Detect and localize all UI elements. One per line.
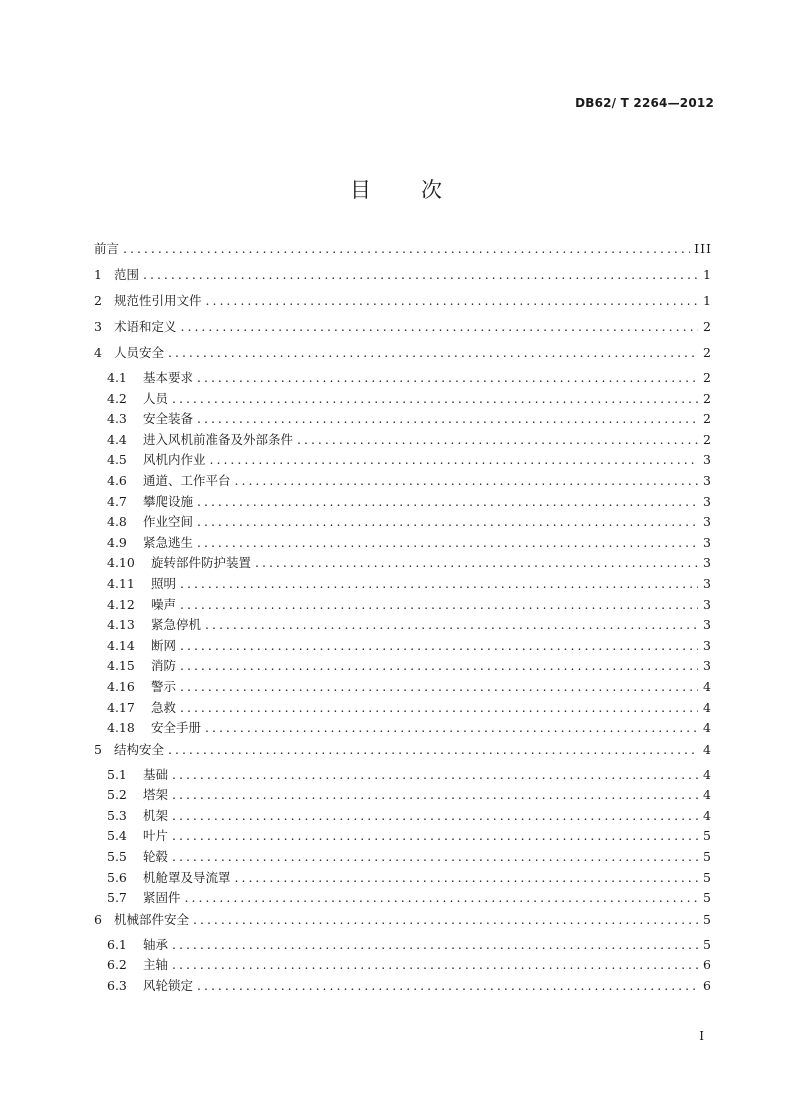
toc-entry-number: 4.1 bbox=[107, 370, 127, 385]
dot-leader bbox=[172, 935, 698, 956]
dot-leader bbox=[123, 238, 690, 260]
document-code: DB62/ T 2264—2012 bbox=[575, 96, 714, 110]
toc-entry-label: 紧急逃生 bbox=[143, 534, 194, 550]
page-number: I bbox=[699, 1029, 704, 1043]
toc-entry-page: 2 bbox=[703, 411, 712, 427]
toc-entry-page: 2 bbox=[703, 319, 712, 334]
toc-entry-number: 5.6 bbox=[107, 869, 127, 885]
toc-entry-label: 消防 bbox=[151, 658, 177, 674]
toc-entry-page: 2 bbox=[703, 431, 712, 447]
toc-entry[interactable] bbox=[94, 553, 712, 574]
toc-entry[interactable] bbox=[94, 935, 712, 956]
toc-entry-number: 4.7 bbox=[107, 493, 127, 509]
toc-entry-page: 4 bbox=[703, 678, 712, 694]
toc-entry-label: 紧固件 bbox=[143, 890, 181, 906]
toc-entry[interactable] bbox=[94, 955, 712, 976]
toc-entry-page: 3 bbox=[703, 472, 712, 488]
toc-entry-label: 紧急停机 bbox=[151, 617, 202, 633]
toc-entry-page: 3 bbox=[703, 534, 712, 550]
toc-entry-page: 5 bbox=[703, 849, 712, 865]
toc-entry[interactable] bbox=[94, 739, 712, 765]
toc-entry-number: 4.8 bbox=[107, 514, 127, 530]
page-title: 目次 bbox=[350, 178, 492, 202]
toc-entry-number: 6.2 bbox=[107, 957, 127, 973]
toc-entry-page: 5 bbox=[703, 936, 712, 952]
toc-entry-label: 术语和定义 bbox=[114, 319, 177, 334]
toc-entry-page: 3 bbox=[703, 575, 712, 591]
toc-entry-number: 4.10 bbox=[107, 555, 135, 571]
toc-entry-number: 5.4 bbox=[107, 828, 127, 844]
toc-entry-number: 4.4 bbox=[107, 431, 127, 447]
dot-leader bbox=[235, 868, 698, 889]
toc-entry-number: 5.3 bbox=[107, 807, 127, 823]
toc-entry-number: 4.6 bbox=[107, 472, 127, 488]
toc-entry[interactable] bbox=[94, 316, 712, 342]
toc-entry-page: 4 bbox=[703, 699, 712, 715]
toc-entry[interactable] bbox=[94, 238, 712, 264]
dot-leader bbox=[172, 806, 698, 827]
dot-leader bbox=[197, 409, 698, 430]
dot-leader bbox=[180, 636, 698, 657]
dot-leader bbox=[180, 656, 698, 677]
toc-entry[interactable] bbox=[94, 909, 712, 935]
toc-entry[interactable] bbox=[94, 698, 712, 719]
dot-leader bbox=[172, 955, 698, 976]
dot-leader bbox=[180, 677, 698, 698]
toc-entry-number: 3 bbox=[94, 319, 102, 334]
toc-entry[interactable] bbox=[94, 430, 712, 451]
dot-leader bbox=[197, 976, 698, 997]
table-of-contents bbox=[94, 238, 712, 997]
toc-entry[interactable] bbox=[94, 826, 712, 847]
toc-entry-label: 噪声 bbox=[151, 596, 177, 612]
toc-entry-page: 3 bbox=[703, 555, 712, 571]
toc-entry[interactable] bbox=[94, 574, 712, 595]
toc-entry-page: 4 bbox=[703, 787, 712, 803]
dot-leader bbox=[172, 785, 698, 806]
dot-leader bbox=[205, 615, 698, 636]
toc-entry-number: 4.9 bbox=[107, 534, 127, 550]
toc-entry-label: 人员安全 bbox=[114, 345, 165, 360]
toc-entry-label: 攀爬设施 bbox=[143, 493, 194, 509]
toc-entry[interactable] bbox=[94, 533, 712, 554]
dot-leader bbox=[172, 847, 698, 868]
toc-entry-label: 警示 bbox=[151, 678, 177, 694]
toc-entry-number: 4.3 bbox=[107, 411, 127, 427]
toc-entry-label: 安全装备 bbox=[143, 411, 194, 427]
toc-entry-page: 3 bbox=[703, 617, 712, 633]
toc-entry-label: 机舱罩及导流罩 bbox=[143, 869, 231, 885]
toc-entry-label: 叶片 bbox=[143, 828, 169, 844]
toc-entry-number: 2 bbox=[94, 293, 102, 308]
toc-entry-number: 5.7 bbox=[107, 890, 127, 906]
toc-entry-number: 4.5 bbox=[107, 452, 127, 468]
toc-entry[interactable] bbox=[94, 976, 712, 997]
toc-entry-number: 4.18 bbox=[107, 720, 135, 736]
toc-entry[interactable] bbox=[94, 389, 712, 410]
toc-entry[interactable] bbox=[94, 450, 712, 471]
dot-leader bbox=[197, 368, 698, 389]
toc-entry-page: 3 bbox=[703, 658, 712, 674]
toc-entry-label: 人员 bbox=[143, 390, 169, 406]
dot-leader bbox=[205, 718, 698, 739]
dot-leader bbox=[235, 471, 698, 492]
toc-entry-number: 4.13 bbox=[107, 617, 135, 633]
toc-entry-number: 5.5 bbox=[107, 849, 127, 865]
dot-leader bbox=[168, 342, 698, 364]
toc-entry-number: 5.1 bbox=[107, 766, 127, 782]
toc-entry[interactable] bbox=[94, 636, 712, 657]
toc-entry-label: 进入风机前准备及外部条件 bbox=[143, 431, 294, 447]
toc-entry[interactable] bbox=[94, 868, 712, 889]
toc-entry-number: 4.11 bbox=[107, 575, 135, 591]
toc-entry-label: 基本要求 bbox=[143, 370, 194, 385]
toc-entry[interactable] bbox=[94, 471, 712, 492]
toc-entry[interactable] bbox=[94, 656, 712, 677]
toc-entry-label: 前言 bbox=[94, 241, 120, 256]
dot-leader bbox=[197, 512, 698, 533]
toc-entry-label: 范围 bbox=[114, 267, 140, 282]
toc-entry-page: 3 bbox=[703, 493, 712, 509]
toc-entry-label: 规范性引用文件 bbox=[114, 293, 202, 308]
dot-leader bbox=[181, 316, 698, 338]
toc-entry-number: 4.14 bbox=[107, 637, 135, 653]
toc-entry[interactable] bbox=[94, 512, 712, 533]
toc-entry-label: 旋转部件防护装置 bbox=[151, 555, 252, 571]
toc-entry-label: 塔架 bbox=[143, 787, 169, 803]
dot-leader bbox=[255, 553, 698, 574]
dot-leader bbox=[206, 290, 698, 312]
toc-entry-number: 6 bbox=[94, 911, 102, 927]
dot-leader bbox=[168, 739, 698, 761]
toc-entry-label: 基础 bbox=[143, 766, 169, 782]
toc-entry-page: III bbox=[694, 241, 712, 256]
toc-entry-page: 2 bbox=[703, 390, 712, 406]
toc-entry-label: 作业空间 bbox=[143, 514, 194, 530]
toc-entry-number: 4.16 bbox=[107, 678, 135, 694]
toc-entry[interactable] bbox=[94, 888, 712, 909]
toc-entry-label: 急救 bbox=[151, 699, 177, 715]
toc-entry[interactable] bbox=[94, 785, 712, 806]
toc-entry-page: 2 bbox=[703, 345, 712, 360]
toc-entry-page: 6 bbox=[703, 957, 712, 973]
dot-leader bbox=[180, 698, 698, 719]
toc-entry-number: 1 bbox=[94, 267, 102, 282]
toc-entry[interactable] bbox=[94, 290, 712, 316]
toc-entry[interactable] bbox=[94, 806, 712, 827]
toc-entry-page: 4 bbox=[703, 766, 712, 782]
toc-entry-label: 机架 bbox=[143, 807, 169, 823]
toc-entry[interactable] bbox=[94, 492, 712, 513]
toc-entry-number: 6.1 bbox=[107, 936, 127, 952]
toc-entry-page: 5 bbox=[703, 869, 712, 885]
dot-leader bbox=[197, 492, 698, 513]
toc-entry-page: 5 bbox=[703, 911, 712, 927]
toc-entry-number: 4.15 bbox=[107, 658, 135, 674]
toc-entry-page: 1 bbox=[703, 293, 712, 308]
toc-entry[interactable] bbox=[94, 718, 712, 739]
toc-entry-number: 4 bbox=[94, 345, 102, 360]
toc-entry-number: 4.17 bbox=[107, 699, 135, 715]
toc-entry-label: 安全手册 bbox=[151, 720, 202, 736]
toc-entry-label: 风机内作业 bbox=[143, 452, 206, 468]
toc-entry-page: 3 bbox=[703, 637, 712, 653]
toc-entry-label: 结构安全 bbox=[114, 741, 165, 757]
toc-entry-label: 机械部件安全 bbox=[114, 911, 190, 927]
toc-entry-page: 3 bbox=[703, 596, 712, 612]
dot-leader bbox=[143, 264, 698, 286]
toc-entry-page: 6 bbox=[703, 978, 712, 994]
dot-leader bbox=[185, 888, 698, 909]
toc-entry-number: 5 bbox=[94, 741, 102, 757]
dot-leader bbox=[180, 574, 698, 595]
toc-entry-label: 轴承 bbox=[143, 936, 169, 952]
toc-entry[interactable] bbox=[94, 677, 712, 698]
toc-entry-label: 轮毂 bbox=[143, 849, 169, 865]
toc-entry-number: 4.12 bbox=[107, 596, 135, 612]
toc-entry[interactable] bbox=[94, 264, 712, 290]
toc-entry-page: 3 bbox=[703, 452, 712, 468]
toc-entry[interactable] bbox=[94, 615, 712, 636]
toc-entry[interactable] bbox=[94, 595, 712, 616]
toc-entry-page: 4 bbox=[703, 807, 712, 823]
toc-entry-page: 4 bbox=[703, 741, 712, 757]
toc-entry[interactable] bbox=[94, 368, 712, 389]
dot-leader bbox=[210, 450, 698, 471]
toc-entry[interactable] bbox=[94, 847, 712, 868]
toc-entry-number: 6.3 bbox=[107, 978, 127, 994]
dot-leader bbox=[180, 595, 698, 616]
toc-entry[interactable] bbox=[94, 765, 712, 786]
toc-entry-page: 2 bbox=[703, 370, 712, 385]
toc-entry-number: 5.2 bbox=[107, 787, 127, 803]
dot-leader bbox=[172, 765, 698, 786]
toc-entry-page: 1 bbox=[703, 267, 712, 282]
toc-entry-label: 通道、工作平台 bbox=[143, 472, 231, 488]
toc-entry-page: 3 bbox=[703, 514, 712, 530]
toc-entry-label: 风轮锁定 bbox=[143, 978, 194, 994]
dot-leader bbox=[193, 909, 698, 931]
toc-entry-number: 4.2 bbox=[107, 390, 127, 406]
toc-entry[interactable] bbox=[94, 409, 712, 430]
toc-entry-label: 照明 bbox=[151, 575, 177, 591]
toc-entry-page: 5 bbox=[703, 890, 712, 906]
dot-leader bbox=[197, 533, 698, 554]
toc-entry[interactable] bbox=[94, 342, 712, 368]
dot-leader bbox=[172, 389, 698, 410]
toc-entry-page: 4 bbox=[703, 720, 712, 736]
toc-entry-label: 主轴 bbox=[143, 957, 169, 973]
dot-leader bbox=[172, 826, 698, 847]
dot-leader bbox=[297, 430, 698, 451]
toc-entry-page: 5 bbox=[703, 828, 712, 844]
toc-entry-label: 断网 bbox=[151, 637, 177, 653]
